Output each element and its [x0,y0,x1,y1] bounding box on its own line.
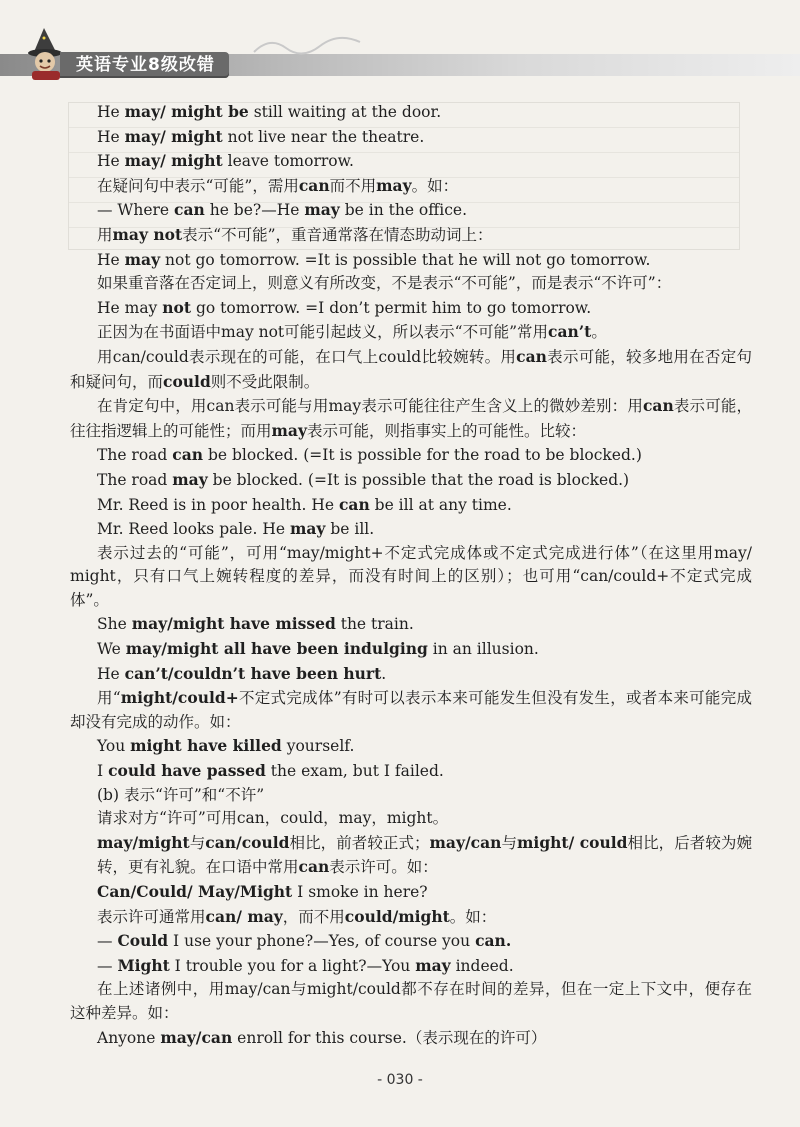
text-segment: We [97,640,126,659]
bold-term: may/can [160,1027,233,1047]
text-line [70,662,752,687]
text-line [70,831,752,880]
text-segment: 用can/could表示现在的可能，在口气上could比较婉转。用 [97,347,517,366]
bold-term: may/might [97,832,190,852]
text-line [70,248,752,273]
text-segment: 在疑问句中表示“可能”，需用 [97,176,299,195]
text-segment: The road [97,446,173,465]
text-segment: he be?—He [204,201,305,220]
bold-term: could/might [344,906,450,926]
book-title: 英语专业8级改错 [60,52,229,78]
text-segment: 。如： [449,907,497,926]
text-line [70,929,752,954]
text-segment: the train. [335,615,414,634]
bold-term: may not [112,224,183,244]
text-segment: I smoke in here? [292,883,428,901]
bold-term: may [172,469,208,489]
bold-term: not [162,297,192,317]
text-segment: You [97,737,131,756]
text-segment: Anyone [97,1028,161,1047]
text-segment: the exam, but I failed. [265,762,444,781]
text-segment: 正因为在书面语中may not可能引起歧义，所以表示“不可能”常用 [97,323,549,342]
text-segment: be ill. [325,520,375,539]
text-segment: 与 [189,833,206,852]
bold-term: can [298,857,330,877]
text-line [70,517,752,542]
text-line [70,905,752,930]
bold-term: could [163,371,211,391]
text-segment: . [381,664,387,683]
bold-term: might have killed [130,736,282,756]
text-segment: in an illusion. [427,640,539,659]
text-segment: (b) 表示“许可”和“不许” [97,785,265,804]
text-segment: enroll for this course.（表示现在的许可） [232,1028,547,1047]
bold-term: may [124,249,161,269]
bold-term: may/ might be [124,102,249,121]
bold-term: can. [475,931,512,951]
text-segment: yourself. [281,737,355,756]
text-segment: 表示“不可能”，重音通常落在情态助动词上： [182,225,493,244]
text-line [70,734,752,759]
bold-term: Could [117,931,169,951]
bold-term: can/ may [205,906,283,926]
text-segment: — Where [97,201,175,220]
text-line [70,296,752,321]
text-segment: The road [97,470,173,489]
text-line [70,1026,752,1051]
text-line [70,542,752,613]
text-segment: 相比，前者较正式； [289,833,430,852]
bold-term: can [298,175,330,195]
text-segment: He [97,103,125,121]
bold-term: may [376,175,412,195]
bold-term: can’t [548,322,592,342]
text-segment: Mr. Reed looks pale. He [97,520,290,539]
text-line [70,272,752,296]
text-segment: be in the office. [339,201,468,220]
text-segment: 表示许可。如： [329,858,438,877]
text-segment: I trouble you for a light?—You [169,956,416,975]
text-line [70,686,752,734]
bold-term: can [642,396,674,416]
bold-term: can [338,494,370,514]
bold-term: may [304,200,340,220]
text-segment: 表示许可通常用 [97,907,206,926]
bold-term: may/might all have been indulging [125,639,428,659]
text-segment: She [97,615,132,634]
bold-term: Might [117,955,170,975]
bold-term: Can/Could/ May/Might [97,882,293,901]
text-line [70,637,752,662]
text-segment: indeed. [450,956,514,975]
text-segment: He [97,152,125,171]
text-line [70,198,752,223]
bold-term: may/ might [124,126,223,146]
text-segment: be blocked. (=It is possible for the road to be blocked.) [203,446,642,465]
text-segment: 而不用 [329,176,377,195]
bold-term: may/can [429,832,502,852]
text-line [70,468,752,493]
text-segment: 用 [97,225,113,244]
text-segment: 表示可能，往往指逻辑上的可能性；而用 [70,397,752,440]
bold-term: could have passed [108,761,266,781]
text-line [70,394,752,443]
text-segment: 。如： [411,176,459,195]
bold-term: may/might have missed [131,614,336,634]
text-line [70,443,752,468]
text-segment: 不定式完成体”有时可以表示本来可能发生但没有发生，或者本来可能完成却没有完成的动作。如： [70,689,752,731]
text-segment: He may [97,298,163,317]
bold-term: may [289,519,326,539]
text-line [70,100,752,125]
page-body [70,100,752,1050]
text-segment: 用“ [97,689,121,708]
text-segment: ，而不用 [282,907,345,926]
text-segment: 表示可能，较多地用在否定句和疑问句，而 [70,347,752,391]
text-line [70,880,752,905]
text-segment: 则不受此限制。 [210,372,320,391]
text-segment: not live near the theatre. [222,127,425,146]
text-line [70,759,752,784]
text-segment: Mr. Reed is in poor health. He [97,495,339,514]
text-line [70,174,752,199]
text-segment: 表示过去的“可能”，可用“may/might+不定式完成体或不定式完成进行体”（在这里用may/ might，只有口气上婉转程度的差异，而没有时间上的区别）；也可用“can/could+不定式完成体”。 [70,543,752,609]
text-segment: — [97,932,118,951]
text-segment: still waiting at the door. [248,103,442,121]
text-segment: 相比，后者较为婉转，更有礼貌。在口语中常用 [97,833,752,877]
bold-term: can/could [205,832,290,852]
text-segment: I use your phone?—Yes, of course you [168,932,476,951]
text-line [70,612,752,637]
text-line [70,320,752,345]
text-segment: go tomorrow. =I don’t permit him to go tomorrow. [191,298,592,317]
text-segment: 在上述诸例中，用may/can与might/could都不存在时间的差异，但在一定上下文中，便存在这种差异。如： [70,980,752,1022]
bold-term: may/ might [124,151,223,171]
text-line [70,223,752,248]
text-segment: 表示可能，则指事实上的可能性。比较： [306,421,586,440]
bold-term: can [516,346,547,366]
text-segment: — [97,956,118,975]
text-segment: leave tomorrow. [222,152,354,171]
text-segment: He [97,127,125,146]
text-line [70,125,752,150]
bold-term: might/could+ [120,688,239,708]
text-segment: He [97,664,125,683]
text-line [70,807,752,831]
text-segment: 在肯定句中，用can表示可能与用may表示可能往往产生含义上的微妙差别：用 [97,397,643,416]
text-line [70,149,752,174]
bold-term: can [174,200,205,220]
page-number: - 030 - [377,1072,423,1088]
text-segment: 。 [591,323,607,342]
text-segment: 与 [501,833,518,852]
text-segment: be ill at any time. [369,495,512,514]
text-line [70,345,752,394]
decorative-swirl-icon [250,34,370,58]
bold-term: may [415,955,451,975]
text-segment: be blocked. (=It is possible that the road is blocked.) [207,470,630,489]
bold-term: can’t/couldn’t have been hurt [124,663,382,683]
bold-term: may [271,420,307,440]
text-segment: I [97,762,109,781]
text-line [70,978,752,1025]
page-header [0,0,800,80]
bold-term: can [172,445,204,465]
text-segment: 请求对方“许可”可用can，could，may，might。 [97,809,449,828]
text-segment: He [97,250,125,269]
text-line [70,784,752,808]
text-line [70,493,752,518]
bold-term: might/ could [517,832,628,852]
text-line [70,954,752,979]
text-segment: not go tomorrow. =It is possible that he will not go tomorrow. [160,250,651,269]
text-segment: 如果重音落在否定词上，则意义有所改变，不是表示“不可能”，而是表示“不许可”： [97,274,672,293]
